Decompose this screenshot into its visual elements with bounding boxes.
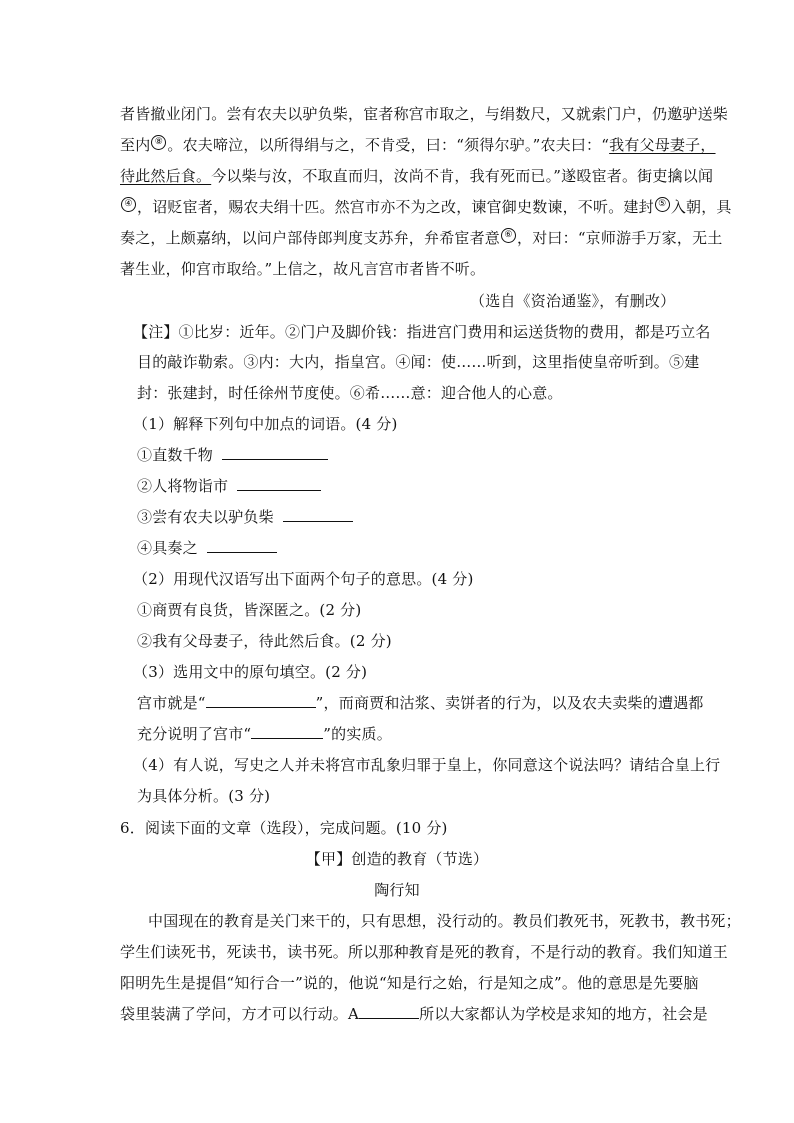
author-text: 陶行知 — [374, 881, 420, 899]
question-text: （1）解释下列句中加点的词语。(4 分) — [133, 415, 398, 433]
article-text: 中国现在的教育是关门来干的，只有思想，没行动的。教员们教死书，死教书，教书死； — [148, 912, 741, 930]
item-text: ②人将物诣市 — [137, 477, 229, 495]
underlined-sentence: 待此然后食。 — [120, 167, 212, 185]
question-text: 为具体分析。(3 分) — [137, 787, 271, 805]
answer-blank[interactable] — [207, 538, 277, 553]
passage-text: 今以柴与汝，不取直而归，汝尚不肯，我有死而已。”遂殴宦者。街吏擒以闻 — [211, 167, 714, 185]
q3-line-1 — [137, 693, 704, 713]
passage-text: 奏之，上颇嘉纳，以问户部侍郎判度支苏弁，弁希宦者意 — [120, 229, 501, 247]
passage-line-3 — [120, 166, 713, 186]
q1-item-4 — [137, 538, 277, 558]
question-1 — [133, 414, 398, 434]
q1-item-1 — [137, 445, 328, 465]
article-text: 阳明先生是提倡“知行合一”说的，他说“知是行之始，行是知之成”。他的意思是先要脑 — [120, 974, 699, 992]
passage-text: 者皆撤业闭门。尝有农夫以驴负柴，宦者称宫市取之，与绢数尺，又就索门户，仍邀驴送柴 — [120, 105, 729, 123]
article-text: 所以大家都认为学校是求知的地方，社会是 — [419, 1005, 708, 1023]
passage-text: 。农夫啼泣，以所得绢与之，不肯受，曰：“须得尔驴。”农夫曰：“ — [167, 136, 610, 154]
article-line-1 — [148, 911, 741, 931]
answer-blank-a[interactable] — [359, 1004, 419, 1019]
passage-line-4 — [120, 197, 732, 217]
passage-line-2 — [120, 135, 716, 155]
q1-item-2 — [137, 476, 321, 496]
passage-text: 入朝，具 — [670, 198, 732, 216]
answer-blank[interactable] — [251, 724, 323, 739]
passage-text: ，对曰：“京师游手万家，无土 — [517, 229, 723, 247]
passage-text: ，诏贬宦者，赐农夫绢十匹。然宫市亦不为之改，谏官御史数谏，不听。建封 — [137, 198, 654, 216]
q1-item-3 — [137, 507, 353, 527]
source-text: （选自《资治通鉴》，有删改） — [470, 292, 676, 310]
answer-blank[interactable] — [237, 476, 321, 491]
question-4-cont — [137, 786, 270, 806]
note-text: 目的敲诈勒索。③内：大内，指皇宫。④闻：使……听到，这里指使皇帝听到。⑤建 — [137, 353, 700, 371]
article-line-4 — [120, 1004, 708, 1024]
item-text: ①商贾有良货，皆深匿之。(2 分) — [137, 601, 362, 619]
footnote-marker: ⑥ — [501, 228, 516, 243]
answer-blank[interactable] — [206, 693, 316, 708]
question-4 — [133, 755, 720, 775]
title-text: 【甲】创造的教育（节选） — [305, 850, 489, 868]
q2-item-2 — [137, 631, 392, 651]
article-author — [0, 880, 794, 900]
fill-text: ”的实质。 — [323, 725, 392, 743]
passage-line-6 — [120, 259, 485, 279]
passage-line-1 — [120, 104, 728, 124]
note-text: 【注】①比岁：近年。②门户及脚价钱：指进宫门费用和运送货物的费用，都是巧立名 — [133, 323, 711, 341]
footnote-marker: ⑤ — [655, 197, 670, 212]
item-text: ①直数千物 — [137, 446, 214, 464]
passage-text: 著生业，仰宫市取给。”上信之，故凡言宫市者皆不听。 — [120, 260, 486, 278]
source-citation — [470, 291, 675, 311]
question-2 — [133, 569, 474, 589]
passage-text: 至内 — [120, 136, 151, 154]
answer-blank[interactable] — [283, 507, 353, 522]
question-3 — [133, 662, 367, 682]
footnote-marker: ④ — [121, 197, 136, 212]
footnote-marker: ⑧ — [151, 135, 166, 150]
fill-text: 充分说明了宫市“ — [137, 725, 252, 743]
article-line-2 — [120, 942, 728, 962]
q2-item-1 — [137, 600, 361, 620]
passage-line-5 — [120, 228, 723, 248]
question-text: （4）有人说，写史之人并未将宫市乱象归罪于皇上，你同意这个说法吗？请结合皇上行 — [133, 756, 721, 774]
article-line-3 — [120, 973, 699, 993]
answer-blank[interactable] — [222, 445, 328, 460]
question-text: （3）选用文中的原句填空。(2 分) — [133, 663, 368, 681]
notes-line-2 — [137, 352, 699, 372]
notes-line-3 — [137, 383, 563, 403]
heading-text: 6．阅读下面的文章（选段），完成问题。(10 分) — [120, 819, 448, 837]
fill-text: ”，而商贾和沽浆、卖饼者的行为，以及农夫卖柴的遭遇都 — [315, 694, 704, 712]
blank-label: A — [348, 1005, 360, 1023]
notes-line-1 — [133, 322, 711, 342]
question-text: （2）用现代汉语写出下面两个句子的意思。(4 分) — [133, 570, 474, 588]
underlined-sentence: 我有父母妻子， — [609, 136, 716, 154]
q3-line-2 — [137, 724, 392, 744]
article-text: 学生们读死书，死读书，读书死。所以那种教育是死的教育，不是行动的教育。我们知道王 — [120, 943, 729, 961]
article-text: 袋里装满了学问，方才可以行动。 — [120, 1005, 349, 1023]
item-text: ②我有父母妻子，待此然后食。(2 分) — [137, 632, 392, 650]
item-text: ④具奏之 — [137, 539, 198, 557]
article-title — [0, 849, 794, 869]
note-text: 封：张建封，时任徐州节度使。⑥希……意：迎合他人的心意。 — [137, 384, 563, 402]
section-6-heading — [120, 818, 448, 838]
item-text: ③尝有农夫以驴负柴 — [137, 508, 274, 526]
fill-text: 宫市就是“ — [137, 694, 206, 712]
